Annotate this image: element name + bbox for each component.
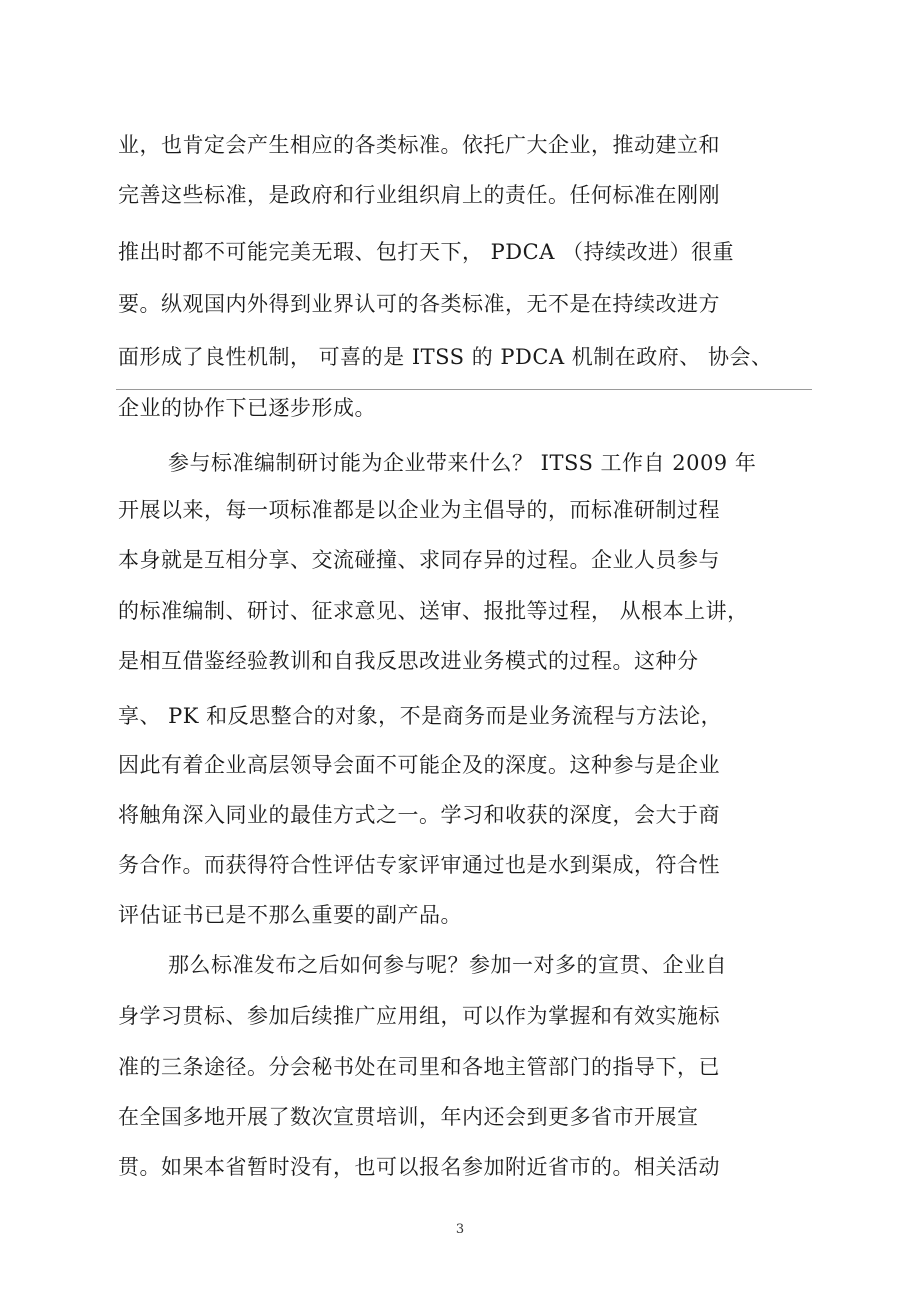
text-line: 是相互借鉴经验教训和自我反思改进业务模式的过程。这种分 (118, 649, 699, 673)
paragraph-first-line: 那么标准发布之后如何参与呢？参加一对多的宣贯、企业自 (168, 953, 727, 977)
paragraph-first-line: 参与标准编制研讨能为企业带来什么？ ITSS 工作自 2009 年 (168, 451, 757, 475)
text-line: 的标准编制、研讨、征求意见、送审、报批等过程， 从根本上讲， (118, 599, 749, 623)
text-line: 企业的协作下已逐步形成。 (118, 396, 376, 420)
text-line: 将触角深入同业的最佳方式之一。学习和收获的深度，会大于商 (118, 803, 720, 827)
text-line: 完善这些标准，是政府和行业组织肩上的责任。任何标准在刚刚 (118, 183, 720, 207)
text-line: 业，也肯定会产生相应的各类标准。依托广大企业，推动建立和 (118, 133, 720, 157)
text-line: 面形成了良性机制， 可喜的是 ITSS 的 PDCA 机制在政府、 协会、 (118, 345, 773, 369)
page-number: 3 (455, 1222, 465, 1237)
text-line: 本身就是互相分享、交流碰撞、求同存异的过程。企业人员参与 (118, 548, 720, 572)
text-line: 享、 PK 和反思整合的对象，不是商务而是业务流程与方法论， (118, 704, 723, 728)
text-line: 在全国多地开展了数次宣贯培训，年内还会到更多省市开展宣 (118, 1105, 699, 1129)
text-line: 身学习贯标、参加后续推广应用组，可以作为掌握和有效实施标 (118, 1004, 720, 1028)
text-line: 评估证书已是不那么重要的副产品。 (118, 903, 462, 927)
text-line: 要。纵观国内外得到业界认可的各类标准，无不是在持续改进方 (118, 292, 720, 316)
text-line: 贯。如果本省暂时没有，也可以报名参加附近省市的。相关活动 (118, 1155, 720, 1179)
text-line: 因此有着企业高层领导会面不可能企及的深度。这种参与是企业 (118, 753, 720, 777)
text-line: 务合作。而获得符合性评估专家评审通过也是水到渠成，符合性 (118, 853, 720, 877)
horizontal-rule (116, 389, 812, 390)
text-line: 推出时都不可能完美无瑕、包打天下， PDCA （持续改进）很重 (118, 240, 735, 264)
text-line: 准的三条途径。分会秘书处在司里和各地主管部门的指导下，已 (118, 1055, 720, 1079)
text-line: 开展以来，每一项标准都是以企业为主倡导的，而标准研制过程 (118, 498, 720, 522)
